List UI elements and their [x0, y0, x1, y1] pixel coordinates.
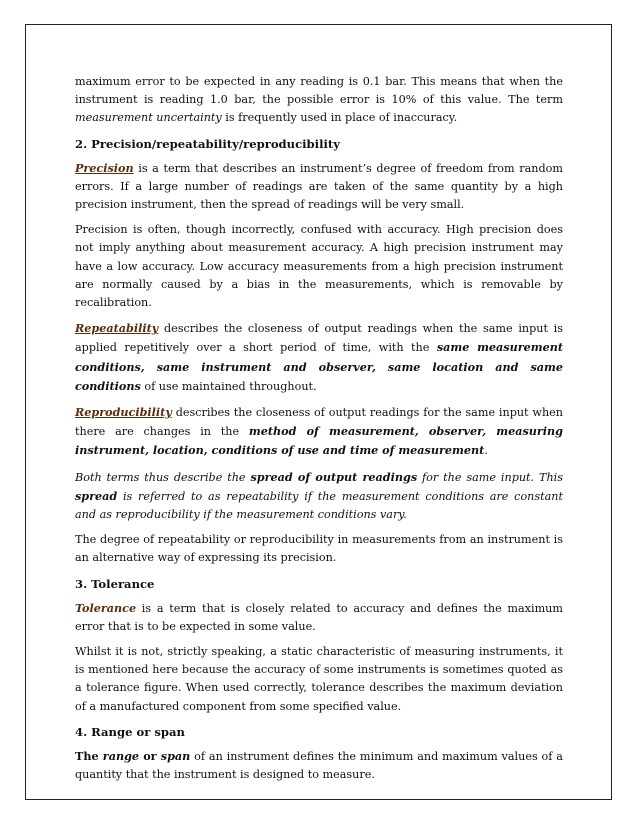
range-paragraph: The range or span of an instrument defines the minimum and maximum values of a quantity that the instrument is designed to measure.	[75, 748, 563, 782]
term-span: span	[160, 748, 191, 763]
whilst-paragraph: Whilst it is not, strictly speaking, a static characteristic of measuring instruments, it is mentioned here because the accuracy of some instruments is sometimes quoted as a tolerance figure. When used correctly, tolerance describes the maximum deviation of a manufactured component from some specified value.	[75, 645, 563, 713]
reproducibility-paragraph: Reproducibility describes the closeness of output readings for the same input when there are changes in the method of measurement, observer, measuring instrument, location, conditions of use and time of measurement.	[75, 405, 563, 458]
spread-term: spread	[75, 488, 118, 503]
precision-accuracy-paragraph: Precision is often, though incorrectly, confused with accuracy. High precision does not imply anything about measurement accuracy. A high precision instrument may have a low accuracy. Low accuracy measurements from a high precision instrument are normally caused by a bias in the measurements, which is removable by recalibration.	[75, 223, 563, 310]
page-border	[25, 24, 612, 800]
intro-paragraph: maximum error to be expected in any reading is 0.1 bar. This means that when the instrument is reading 1.0 bar, the possible error is 10% of this value. The term measurement uncertainty is frequently used in place of inaccuracy.	[75, 75, 563, 125]
document-body	[75, 73, 563, 791]
repeatability-emphasis: same measurement conditions, same instrument and observer, same location and same conditions	[75, 340, 563, 393]
term-range: range	[102, 748, 140, 763]
both-terms-paragraph: Both terms thus describe the spread of output readings for the same input. This spread is referred to as repeatability if the measurement conditions are constant and as reproducibility if the measurement conditions vary.	[75, 469, 563, 522]
repeatability-paragraph: Repeatability describes the closeness of output readings when the same input is applied repetitively over a short period of time, with the same measurement conditions, same instrument and observer, same location and same conditions of use maintained throughout.	[75, 321, 563, 393]
term-tolerance: Tolerance	[75, 600, 137, 615]
term-measurement-uncertainty: measurement uncertainty	[75, 111, 222, 125]
term-reproducibility: Reproducibility	[75, 405, 172, 420]
tolerance-paragraph: Tolerance is a term that is closely related to accuracy and defines the maximum error that is to be expected in some value.	[75, 600, 563, 633]
term-precision: Precision	[75, 160, 134, 175]
degree-paragraph: The degree of repeatability or reproducibility in measurements from an instrument is an alternative way of expressing its precision.	[75, 533, 563, 565]
heading-range: 4. Range or span	[75, 724, 185, 739]
term-repeatability: Repeatability	[75, 321, 159, 336]
precision-paragraph: Precision is a term that describes an instrument’s degree of freedom from random errors. If a large number of readings are taken of the same quantity by a high precision instrument, then the spread of readings will be very small.	[75, 160, 563, 212]
heading-precision: 2. Precision/repeatability/reproducibility	[75, 136, 340, 151]
spread-emphasis: spread of output readings	[250, 469, 418, 484]
heading-tolerance: 3. Tolerance	[75, 576, 155, 591]
reproducibility-emphasis: method of measurement, observer, measuring instrument, location, conditions of use and time of measurement	[75, 424, 563, 458]
